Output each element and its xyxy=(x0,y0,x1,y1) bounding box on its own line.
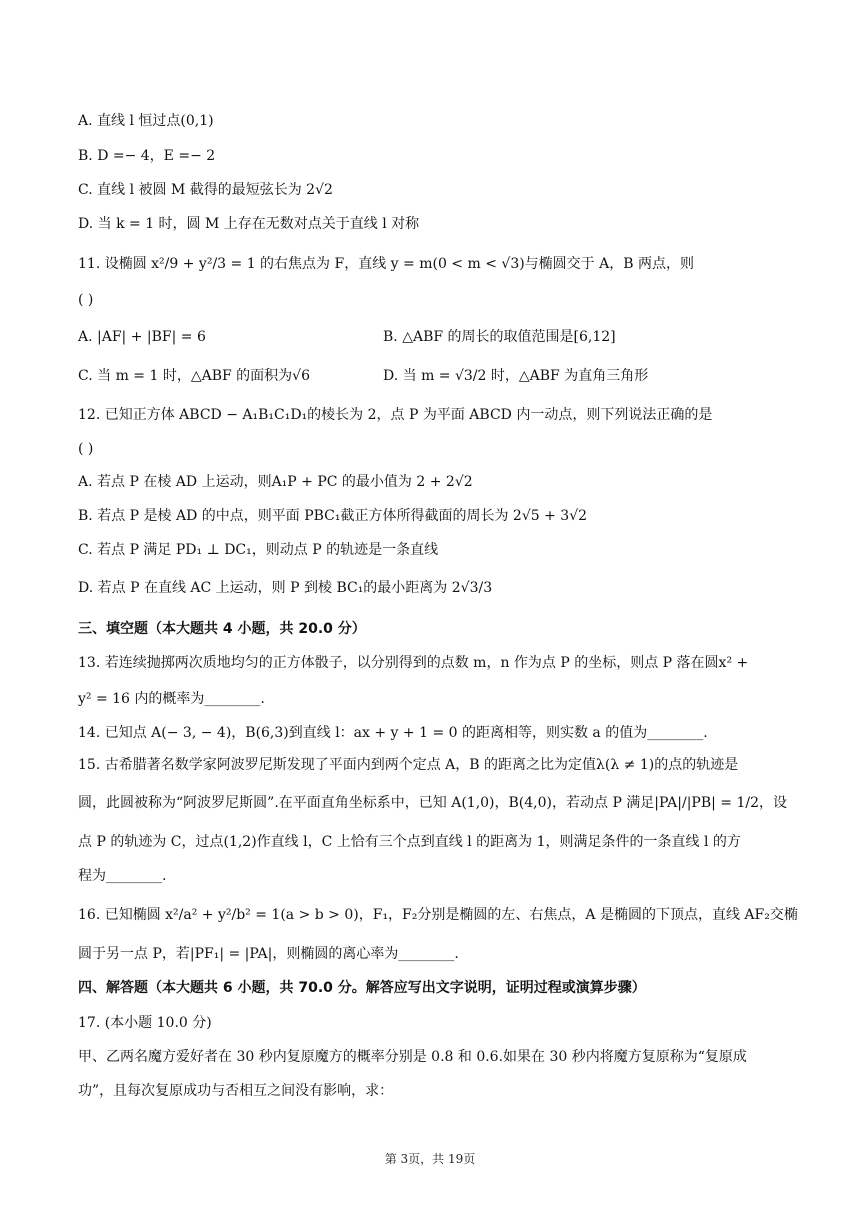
q12-option-b: B. 若点 P 是棱 AD 的中点，则平面 PBC₁截正方体所得截面的周长为 2√5 + 3√2 xyxy=(78,508,588,524)
q11-stem: 11. 设椭圆 x²/9 + y²/3 = 1 的右焦点为 F，直线 y = m(0 < m < √3)与椭圆交于 A，B 两点，则 xyxy=(78,256,694,272)
q15-line-3: 点 P 的轨迹为 C，过点(1,2)作直线 l，C 上恰有三个点到直线 l 的距离为 1，则满足条件的一条直线 l 的方 xyxy=(78,834,741,850)
section-3-heading: 三、填空题（本大题共 4 小题，共 20.0 分） xyxy=(78,621,366,637)
q15-line-1: 15. 古希腊著名数学家阿波罗尼斯发现了平面内到两个定点 A，B 的距离之比为定值λ(λ ≠ 1)的点的轨迹是 xyxy=(78,757,739,773)
q17-line-2: 功”，且每次复原成功与否相互之间没有影响，求： xyxy=(78,1083,394,1099)
q12-paren: ( ) xyxy=(78,441,94,457)
q12-option-d: D. 若点 P 在直线 AC 上运动，则 P 到棱 BC₁的最小距离为 2√3/3 xyxy=(78,580,493,596)
q15-line-2: 圆，此圆被称为“阿波罗尼斯圆”.在平面直角坐标系中，已知 A(1,0)，B(4,0)，若动点 P 满足|PA|/|PB| = 1/2，设 xyxy=(78,795,788,811)
q11-option-b: B. △ABF 的周长的取值范围是[6,12] xyxy=(383,329,616,345)
q12-stem: 12. 已知正方体 ABCD − A₁B₁C₁D₁的棱长为 2，点 P 为平面 ABCD 内一动点，则下列说法正确的是 xyxy=(78,407,713,423)
q10-option-c: C. 直线 l 被圆 M 截得的最短弦长为 2√2 xyxy=(78,182,333,198)
section-4-heading: 四、解答题（本大题共 6 小题，共 70.0 分。解答应写出文字说明，证明过程或演算步骤） xyxy=(78,980,646,996)
q11-option-c: C. 当 m = 1 时，△ABF 的面积为√6 xyxy=(78,368,310,384)
q10-option-d: D. 当 k = 1 时，圆 M 上存在无数对点关于直线 l 对称 xyxy=(78,216,420,232)
q11-option-a: A. |AF| + |BF| = 6 xyxy=(78,329,206,345)
q10-option-b: B. D =− 4，E =− 2 xyxy=(78,148,216,164)
page-footer: 第 3页，共 19页 xyxy=(384,1152,476,1166)
q10-option-a: A. 直线 l 恒过点(0,1) xyxy=(78,113,214,129)
q17-header: 17. (本小题 10.0 分) xyxy=(78,1015,212,1031)
q13-line-2: y² = 16 内的概率为________. xyxy=(78,691,265,707)
q13-line-1: 13. 若连续抛掷两次质地均匀的正方体骰子，以分别得到的点数 m，n 作为点 P 的坐标，则点 P 落在圆x² + xyxy=(78,655,749,671)
q12-option-a: A. 若点 P 在棱 AD 上运动，则A₁P + PC 的最小值为 2 + 2√2 xyxy=(78,474,473,490)
q12-option-c: C. 若点 P 满足 PD₁ ⊥ DC₁，则动点 P 的轨迹是一条直线 xyxy=(78,542,439,558)
q15-line-4: 程为________. xyxy=(78,868,167,884)
q14: 14. 已知点 A(− 3, − 4)，B(6,3)到直线 l：ax + y + 1 = 0 的距离相等，则实数 a 的值为________. xyxy=(78,725,708,741)
q11-paren: ( ) xyxy=(78,292,94,308)
q16-line-2: 圆于另一点 P，若|PF₁| = |PA|，则椭圆的离心率为________. xyxy=(78,946,459,962)
q11-option-d: D. 当 m = √3/2 时，△ABF 为直角三角形 xyxy=(383,368,649,384)
q17-line-1: 甲、乙两名魔方爱好者在 30 秒内复原魔方的概率分别是 0.8 和 0.6.如果在 30 秒内将魔方复原称为“复原成 xyxy=(78,1049,747,1065)
q16-line-1: 16. 已知椭圆 x²/a² + y²/b² = 1(a > b > 0)，F₁，F₂分别是椭圆的左、右焦点，A 是椭圆的下顶点，直线 AF₂交椭 xyxy=(78,907,798,923)
